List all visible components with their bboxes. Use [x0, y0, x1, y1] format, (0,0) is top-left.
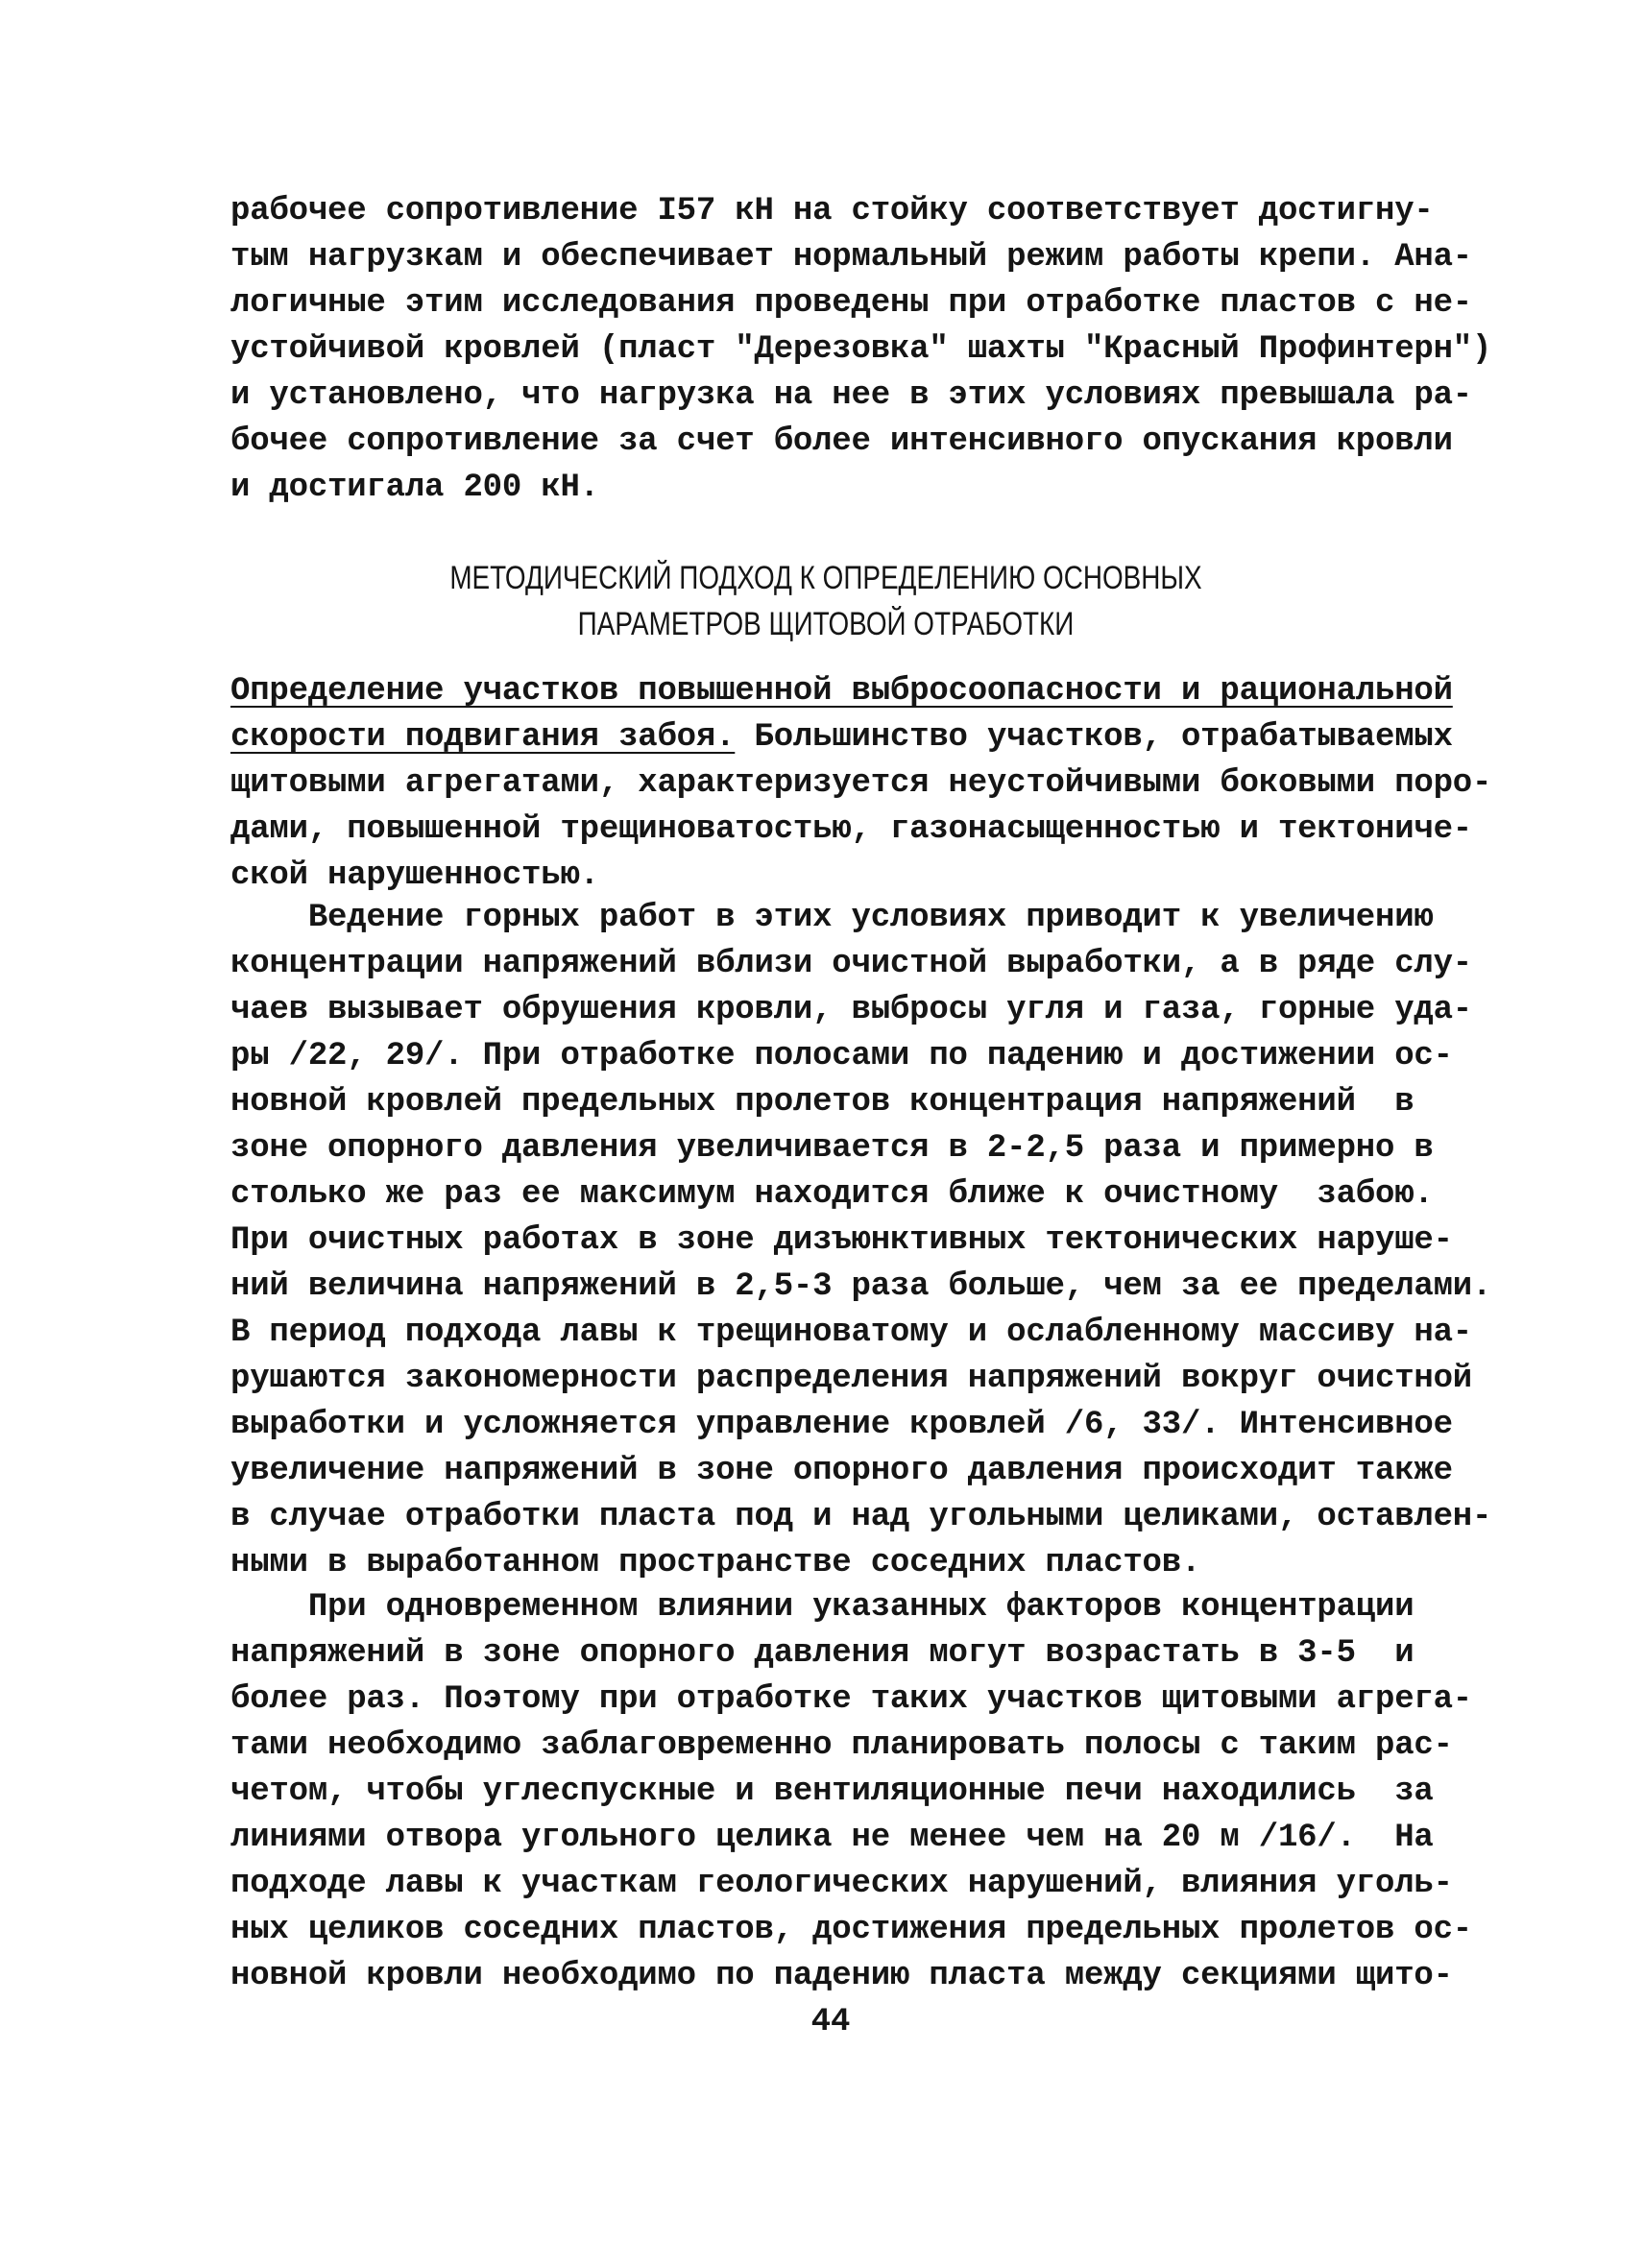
subheading-tail: скорости подвигания забоя.: [230, 719, 736, 756]
paragraph-line: рушаются закономерности распределения напряжений вокруг очистной: [230, 1361, 1473, 1397]
paragraph-line: подходе лавы к участкам геологических нарушений, влияния уголь-: [230, 1866, 1453, 1902]
paragraph-line: напряжений в зоне опорного давления могут возрастать в 3-5 и: [230, 1635, 1414, 1672]
paragraph-line: новной кровли необходимо по падению пласта между секциями щито-: [230, 1958, 1453, 1994]
section-heading-line-1: МЕТОДИЧЕСКИЙ ПОДХОД К ОПРЕДЕЛЕНИЮ ОСНОВНЫХ: [449, 560, 1202, 596]
paragraph-line: логичные этим исследования проведены при отработке пластов с не-: [230, 285, 1473, 322]
paragraph-line: При одновременном влиянии указанных факторов концентрации: [230, 1589, 1414, 1626]
paragraph-line: выработки и усложняется управление кровлей /6, 33/. Интенсивное: [230, 1407, 1453, 1443]
paragraph-line: В период подхода лавы к трещиноватому и ослабленному массиву на-: [230, 1315, 1473, 1351]
paragraph-line: чаев вызывает обрушения кровли, выбросы угля и газа, горные уда-: [230, 992, 1473, 1028]
paragraph-line: бочее сопротивление за счет более интенсивного опускания кровли: [230, 423, 1453, 460]
paragraph-line: линиями отвора угольного целика не менее чем на 20 м /16/. На: [230, 1820, 1434, 1856]
paragraph-line: дами, повышенной трещиноватостью, газонасыщенностью и тектониче-: [230, 811, 1473, 848]
subheading-line: Определение участков повышенной выбросоопасности и рациональной: [230, 673, 1453, 710]
paragraph-text: Большинство участков, отрабатываемых: [735, 719, 1453, 756]
paragraph-line: новной кровлей предельных пролетов концентрация напряжений в: [230, 1084, 1414, 1121]
page-number: 44: [810, 2004, 851, 2040]
paragraph-line: ными в выработанном пространстве соседних пластов.: [230, 1545, 1201, 1581]
paragraph-line: рабочее сопротивление I57 кН на стойку соответствует достигну-: [230, 193, 1434, 229]
paragraph-line: тами необходимо заблаговременно планировать полосы с таким рас-: [230, 1727, 1453, 1764]
subheading-continuation: [230, 714, 1460, 760]
paragraph-line: ры /22, 29/. При отработке полосами по падению и достижении ос-: [230, 1038, 1453, 1074]
paragraph-line: ных целиков соседних пластов, достижения предельных пролетов ос-: [230, 1912, 1473, 1948]
paragraph-line: устойчивой кровлей (пласт "Дерезовка" шахты "Красный Профинтерн"): [230, 331, 1492, 368]
paragraph-line: Ведение горных работ в этих условиях приводит к увеличению: [230, 900, 1434, 936]
paragraph-line: зоне опорного давления увеличивается в 2-2,5 раза и примерно в: [230, 1130, 1434, 1167]
paragraph-line: тым нагрузкам и обеспечивает нормальный режим работы крепи. Ана-: [230, 239, 1473, 276]
paragraph-line: При очистных работах в зоне дизъюнктивных тектонических наруше-: [230, 1222, 1453, 1259]
paragraph-line: столько же раз ее максимум находится ближе к очистному забою.: [230, 1176, 1434, 1213]
paragraph-line: более раз. Поэтому при отработке таких участков щитовыми агрега-: [230, 1681, 1473, 1718]
paragraph-line: щитовыми агрегатами, характеризуется неустойчивыми боковыми поро-: [230, 765, 1492, 802]
paragraph-line: в случае отработки пласта под и над угольными целиками, оставлен-: [230, 1499, 1492, 1535]
section-heading-line-2: ПАРАМЕТРОВ ЩИТОВОЙ ОТРАБОТКИ: [577, 606, 1075, 642]
paragraph-line: увеличение напряжений в зоне опорного давления происходит также: [230, 1453, 1453, 1489]
paragraph-line: и достигала 200 кН.: [230, 470, 599, 506]
paragraph-line: ской нарушенностью.: [230, 857, 599, 894]
paragraph-line: концентрации напряжений вблизи очистной выработки, а в ряде слу-: [230, 946, 1473, 982]
paragraph-line: ний величина напряжений в 2,5-3 раза больше, чем за ее пределами.: [230, 1268, 1492, 1305]
paragraph-line: и установлено, что нагрузка на нее в этих условиях превышала ра-: [230, 377, 1473, 414]
paragraph-line: четом, чтобы углеспускные и вентиляционные печи находились за: [230, 1773, 1434, 1810]
